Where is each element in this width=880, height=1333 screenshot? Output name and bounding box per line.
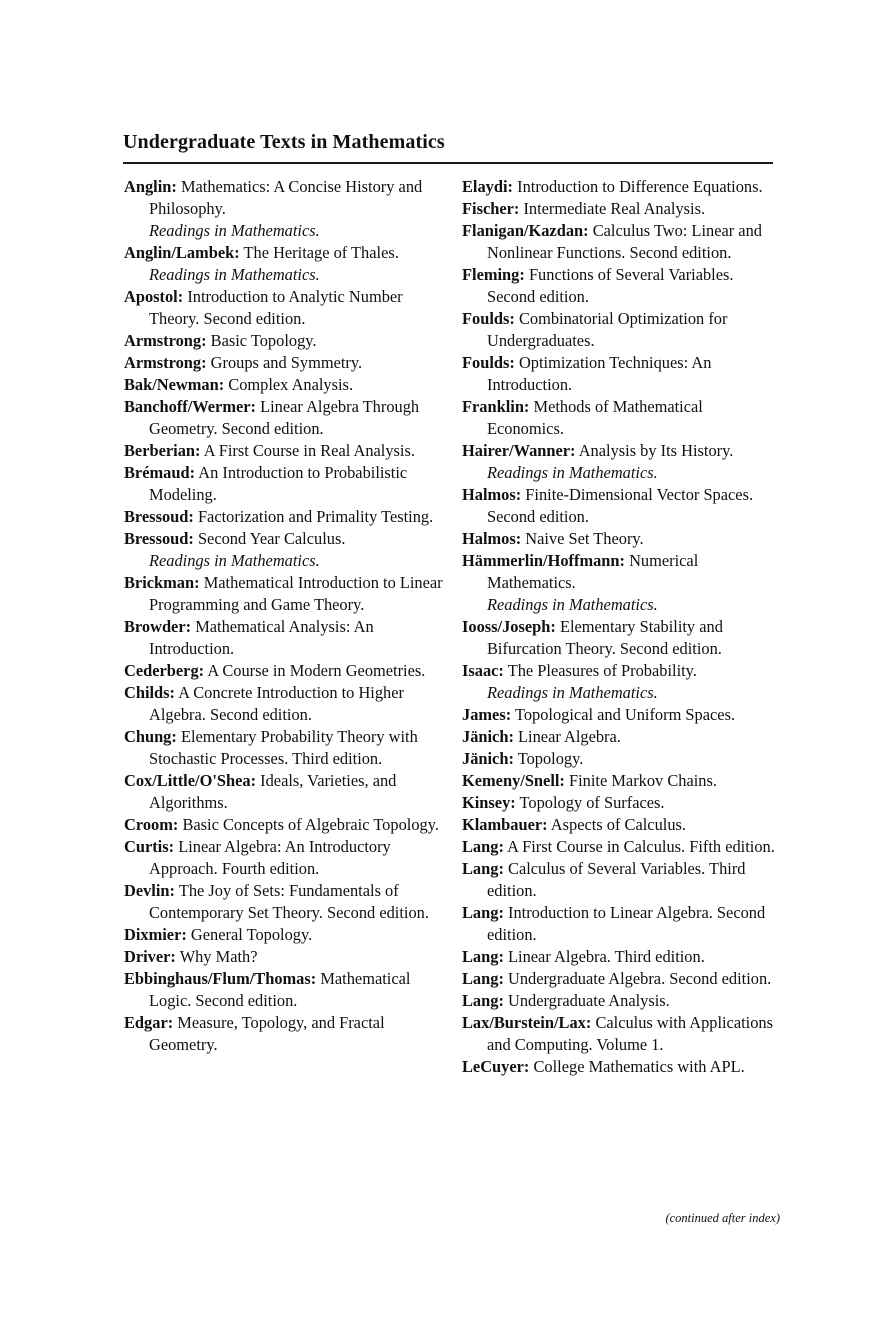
book-entry [124,660,449,682]
book-author: Isaac: [462,661,504,680]
book-author: Lang: [462,969,504,988]
book-entry [462,726,780,748]
book-title: Finite-Dimensional Vector Spaces. Second edition. [487,485,754,526]
book-author: Flanigan/Kazdan: [462,221,589,240]
book-title: Ideals, Varieties, and Algorithms. [149,771,397,812]
book-title: An Introduction to Probabilistic Modeling. [149,463,408,504]
book-title: Why Math? [179,947,258,966]
book-title: Complex Analysis. [228,375,354,394]
book-entry [124,352,449,374]
book-entry [124,440,449,462]
book-title: Methods of Mathematical Economics. [487,397,703,438]
book-entry [462,968,780,990]
book-author: Jänich: [462,727,514,746]
book-author: Kinsey: [462,793,516,812]
book-entry [462,396,780,440]
book-author: LeCuyer: [462,1057,530,1076]
book-title: Optimization Techniques: An Introduction. [487,353,712,394]
book-author: Dixmier: [124,925,187,944]
book-entry [124,924,449,946]
book-title: Combinatorial Optimization for Undergraduates. [487,309,728,350]
book-entry [462,616,780,660]
book-title: Mathematical Introduction to Linear Programming and Game Theory. [149,573,443,614]
book-entry [124,1012,449,1056]
book-author: Anglin: [124,177,177,196]
book-author: Franklin: [462,397,530,416]
book-entry [124,814,449,836]
book-author: Anglin/Lambek: [124,243,240,262]
book-subseries: Readings in Mathematics. [149,551,320,570]
book-author: Brickman: [124,573,200,592]
book-entry [462,308,780,352]
book-entry [462,176,780,198]
book-author: Foulds: [462,309,515,328]
book-author: Croom: [124,815,179,834]
book-author: Hämmerlin/Hoffmann: [462,551,625,570]
book-title: The Pleasures of Probability. [507,661,697,680]
book-entry [462,198,780,220]
book-entry [462,1012,780,1056]
book-author: Armstrong: [124,331,207,350]
book-title: Elementary Probability Theory with Stochastic Processes. Third edition. [149,727,418,768]
book-author: Jänich: [462,749,514,768]
book-title: Numerical Mathematics. [487,551,699,592]
book-title: Linear Algebra. Third edition. [508,947,705,966]
book-entry [462,1056,780,1078]
book-title: Functions of Several Variables. Second edition. [487,265,734,306]
book-title: Second Year Calculus. [197,529,346,548]
book-entry [462,814,780,836]
book-author: Childs: [124,683,176,702]
book-author: Bak/Newman: [124,375,225,394]
book-title: Mathematical Logic. Second edition. [149,969,411,1010]
book-title: A Concrete Introduction to Higher Algebra. Second edition. [149,683,404,724]
book-title: A First Course in Calculus. Fifth edition. [507,837,775,856]
book-title: General Topology. [190,925,313,944]
book-subseries: Readings in Mathematics. [487,683,658,702]
book-author: Devlin: [124,881,175,900]
book-author: Browder: [124,617,192,636]
book-entry [124,374,449,396]
book-entry [124,880,449,924]
book-entry [462,660,780,682]
book-entry [124,946,449,968]
series-title: Undergraduate Texts in Mathematics [123,131,445,153]
book-title: A Course in Modern Geometries. [207,661,426,680]
book-title: Factorization and Primality Testing. [197,507,434,526]
book-author: Kemeny/Snell: [462,771,565,790]
book-title: Analysis by Its History. [578,441,734,460]
book-author: Driver: [124,947,176,966]
book-entry [462,704,780,726]
book-entry [462,748,780,770]
book-entry [462,484,780,528]
book-author: Armstrong: [124,353,207,372]
book-title: Introduction to Difference Equations. [517,177,763,196]
book-subseries: Readings in Mathematics. [149,265,320,284]
book-title: Aspects of Calculus. [550,815,686,834]
book-author: Hairer/Wanner: [462,441,576,460]
book-title: Elementary Stability and Bifurcation Theory. Second edition. [487,617,723,658]
book-entry [124,462,449,506]
book-entry [124,286,449,330]
book-author: Cederberg: [124,661,205,680]
book-entry [124,836,449,880]
book-author: Apostol: [124,287,184,306]
book-title: Calculus with Applications and Computing. Volume 1. [487,1013,773,1054]
left-column [124,176,449,1056]
book-title: Introduction to Linear Algebra. Second edition. [487,903,766,944]
book-title: Introduction to Analytic Number Theory. Second edition. [149,287,403,328]
book-entry [124,176,449,220]
book-title: College Mathematics with APL. [533,1057,745,1076]
book-title: Measure, Topology, and Fractal Geometry. [149,1013,385,1054]
book-entry [462,836,780,858]
book-author: Banchoff/Wermer: [124,397,256,416]
book-subseries: Readings in Mathematics. [487,463,658,482]
book-author: Edgar: [124,1013,174,1032]
book-title: The Heritage of Thales. [243,243,399,262]
book-entry [124,616,449,660]
book-title: Calculus Two: Linear and Nonlinear Functions. Second edition. [487,221,762,262]
book-title: Mathematical Analysis: An Introduction. [149,617,374,658]
book-title: Groups and Symmetry. [210,353,363,372]
book-entry [124,242,449,264]
book-entry [462,858,780,902]
book-title: Mathematics: A Concise History and Philosophy. [149,177,423,218]
book-entry [462,902,780,946]
right-column [462,176,780,1078]
book-entry [462,990,780,1012]
book-entry [124,682,449,726]
book-author: Halmos: [462,485,522,504]
book-author: Elaydi: [462,177,514,196]
book-author: Ebbinghaus/Flum/Thomas: [124,969,317,988]
book-title: Topology of Surfaces. [519,793,665,812]
book-author: Lax/Burstein/Lax: [462,1013,592,1032]
book-entry [462,550,780,594]
book-entry [462,352,780,396]
book-entry [124,396,449,440]
book-entry [124,506,449,528]
book-title: Finite Markov Chains. [569,771,717,790]
book-entry [124,528,449,550]
book-entry [124,330,449,352]
book-title: Undergraduate Analysis. [508,991,670,1010]
book-author: Halmos: [462,529,522,548]
book-author: Klambauer: [462,815,548,834]
book-author: Fischer: [462,199,520,218]
book-title: Intermediate Real Analysis. [523,199,706,218]
book-subseries: Readings in Mathematics. [487,595,658,614]
book-title: A First Course in Real Analysis. [203,441,415,460]
book-title: Topology. [517,749,584,768]
book-author: Lang: [462,991,504,1010]
book-author: Curtis: [124,837,175,856]
book-title: Linear Algebra Through Geometry. Second edition. [149,397,420,438]
book-author: Brémaud: [124,463,196,482]
book-entry [462,528,780,550]
continued-note: (continued after index) [665,1211,780,1225]
book-entry [462,440,780,462]
book-author: Iooss/Joseph: [462,617,556,636]
book-author: Lang: [462,903,504,922]
book-author: Fleming: [462,265,525,284]
book-author: Lang: [462,837,504,856]
book-entry [124,968,449,1012]
book-entry [124,726,449,770]
book-title: Basic Topology. [210,331,317,350]
book-title: Naive Set Theory. [525,529,644,548]
book-title: Undergraduate Algebra. Second edition. [508,969,772,988]
book-title: Topological and Uniform Spaces. [514,705,736,724]
book-title: Linear Algebra. [518,727,621,746]
book-author: Chung: [124,727,177,746]
book-entry [124,572,449,616]
book-entry [462,770,780,792]
book-subseries: Readings in Mathematics. [149,221,320,240]
book-entry [462,792,780,814]
book-author: Cox/Little/O'Shea: [124,771,257,790]
book-title: Basic Concepts of Algebraic Topology. [182,815,439,834]
book-entry [462,946,780,968]
book-entry [462,264,780,308]
book-author: James: [462,705,512,724]
book-title: Linear Algebra: An Introductory Approach. Fourth edition. [149,837,391,878]
book-author: Bressoud: [124,507,194,526]
book-entry [124,770,449,814]
book-author: Bressoud: [124,529,194,548]
book-entry [462,220,780,264]
title-rule [123,162,773,164]
book-author: Foulds: [462,353,515,372]
book-author: Lang: [462,947,504,966]
book-author: Lang: [462,859,504,878]
book-author: Berberian: [124,441,201,460]
book-title: The Joy of Sets: Fundamentals of Contemporary Set Theory. Second edition. [149,881,429,922]
book-title: Calculus of Several Variables. Third edition. [487,859,746,900]
